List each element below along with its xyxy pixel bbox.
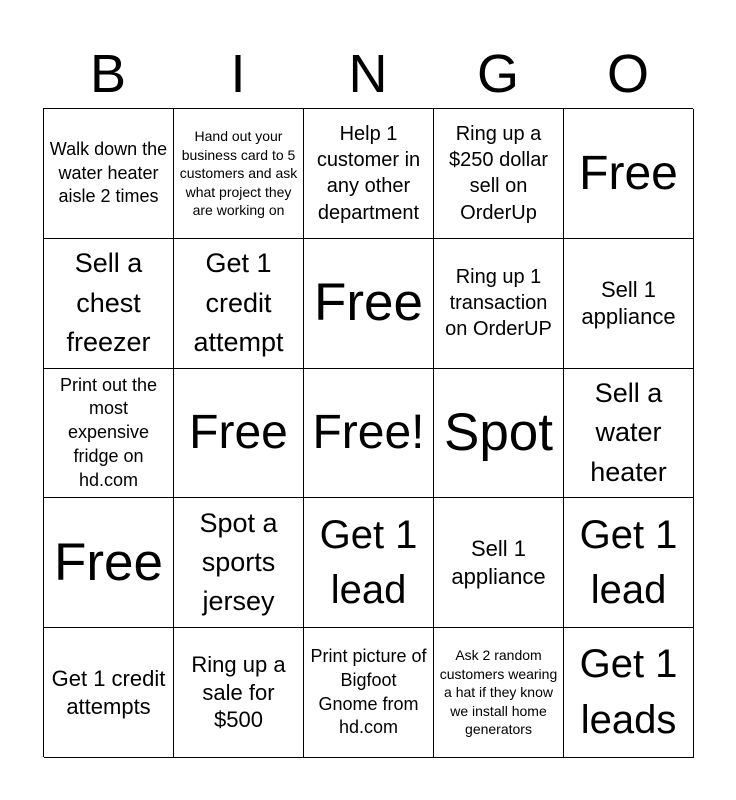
bingo-cell-r2-c3[interactable]: Free <box>304 239 434 369</box>
bingo-cell-r3-c3[interactable]: Free! <box>304 369 434 499</box>
bingo-cell-r4-c1[interactable]: Free <box>44 498 174 628</box>
header-letter-i: I <box>230 44 246 104</box>
bingo-cell-r1-c3[interactable]: Help 1 customer in any other department <box>304 109 434 239</box>
bingo-cell-r4-c3[interactable]: Get 1 lead <box>304 498 434 628</box>
bingo-cell-r4-c5[interactable]: Get 1 lead <box>564 498 694 628</box>
bingo-cell-r5-c5[interactable]: Get 1 leads <box>564 628 694 758</box>
bingo-cell-r1-c1[interactable]: Walk down the water heater aisle 2 times <box>44 109 174 239</box>
bingo-header <box>43 40 693 108</box>
bingo-cell-r2-c1[interactable]: Sell a chest freezer <box>44 239 174 369</box>
bingo-cell-r5-c4[interactable]: Ask 2 random customers wearing a hat if they know we install home generators <box>434 628 564 758</box>
bingo-cell-r2-c4[interactable]: Ring up 1 transaction on OrderUP <box>434 239 564 369</box>
bingo-cell-r3-c1[interactable]: Print out the most expensive fridge on hd.com <box>44 369 174 499</box>
bingo-cell-r5-c2[interactable]: Ring up a sale for $500 <box>174 628 304 758</box>
bingo-cell-r2-c5[interactable]: Sell 1 appliance <box>564 239 694 369</box>
bingo-cell-r4-c4[interactable]: Sell 1 appliance <box>434 498 564 628</box>
bingo-cell-r3-c2[interactable]: Free <box>174 369 304 499</box>
header-letter-n: N <box>348 44 388 104</box>
header-letter-g: G <box>476 44 519 104</box>
bingo-cell-r1-c5[interactable]: Free <box>564 109 694 239</box>
bingo-cell-r4-c2[interactable]: Spot a sports jersey <box>174 498 304 628</box>
bingo-cell-r3-c5[interactable]: Sell a water heater <box>564 369 694 499</box>
header-letter-o: O <box>606 44 649 104</box>
header-letter-b: B <box>89 44 127 104</box>
bingo-cell-r1-c4[interactable]: Ring up a $250 dollar sell on OrderUp <box>434 109 564 239</box>
bingo-cell-r1-c2[interactable]: Hand out your business card to 5 customers and ask what project they are working on <box>174 109 304 239</box>
bingo-cell-r2-c2[interactable]: Get 1 credit attempt <box>174 239 304 369</box>
bingo-board <box>43 108 693 757</box>
bingo-cell-r5-c1[interactable]: Get 1 credit attempts <box>44 628 174 758</box>
bingo-cell-r5-c3[interactable]: Print picture of Bigfoot Gnome from hd.com <box>304 628 434 758</box>
bingo-cell-r3-c4[interactable]: Spot <box>434 369 564 499</box>
